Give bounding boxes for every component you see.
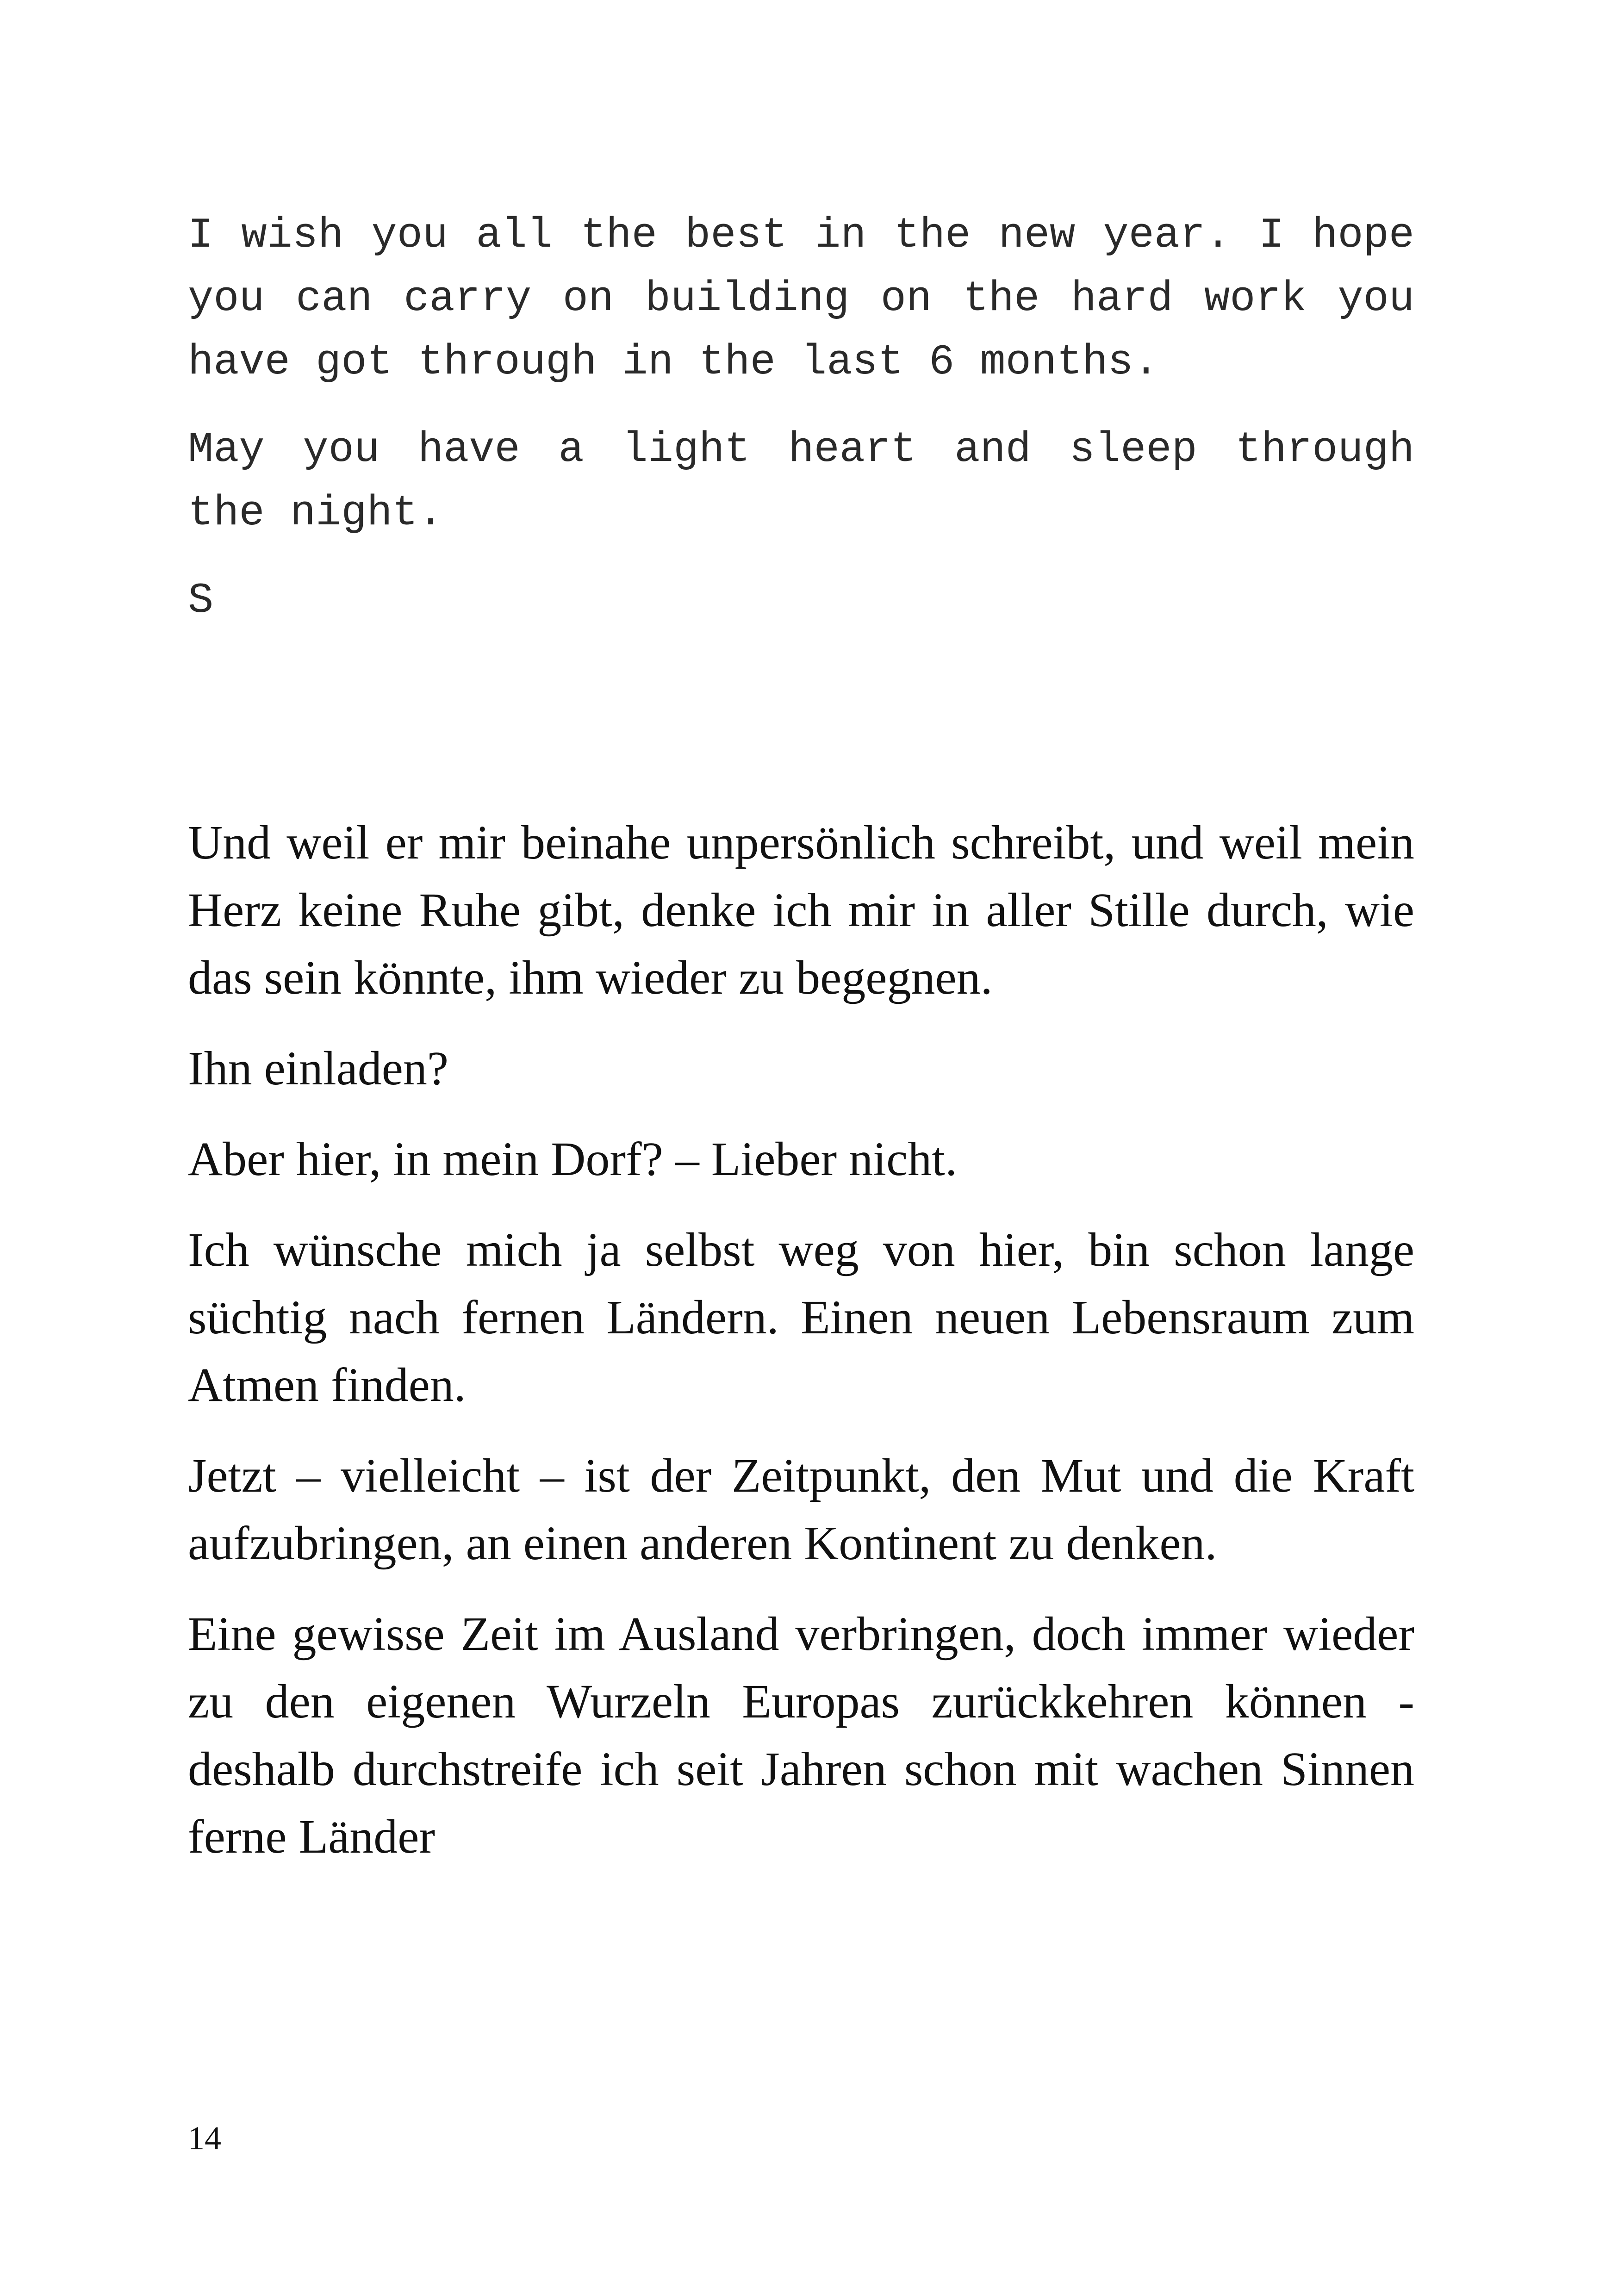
prose-paragraph-4: Ich wünsche mich ja selbst weg von hier, bin schon lange süchtig nach fernen Ländern. Einen neuen Lebensraum zum Atmen finden. bbox=[188, 1223, 1414, 1412]
prose-paragraph-3: Aber hier, in mein Dorf? – Lieber nicht. bbox=[188, 1132, 958, 1186]
letter-paragraph-1: I wish you all the best in the new year. I hope you can carry on building on the hard work you have got through in the last 6 months. bbox=[188, 211, 1414, 386]
body-text bbox=[188, 809, 1414, 1894]
letter-paragraph-2: May you have a light heart and sleep through the night. bbox=[188, 425, 1414, 537]
prose-paragraph-5: Jetzt – vielleicht – ist der Zeitpunkt, den Mut und die Kraft aufzubringen, an einen anderen Kontinent zu denken. bbox=[188, 1449, 1414, 1570]
prose-paragraph-1: Und weil er mir beinahe unpersönlich schreibt, und weil mein Herz keine Ruhe gibt, denke ich mir in aller Stille durch, wie das sein könnte, ihm wieder zu begegnen. bbox=[188, 816, 1414, 1004]
prose-paragraph-6: Eine gewisse Zeit im Ausland verbringen, doch immer wieder zu den eigenen Wurzeln Europas zurückkehren können - deshalb durchstreife ich seit Jahren schon mit wachen Sinnen ferne Länder bbox=[188, 1607, 1414, 1863]
page-number: 14 bbox=[188, 2120, 221, 2157]
letter-signature: S bbox=[188, 576, 214, 625]
prose-paragraph-2: Ihn einladen? bbox=[188, 1042, 449, 1095]
quoted-letter bbox=[188, 204, 1414, 632]
